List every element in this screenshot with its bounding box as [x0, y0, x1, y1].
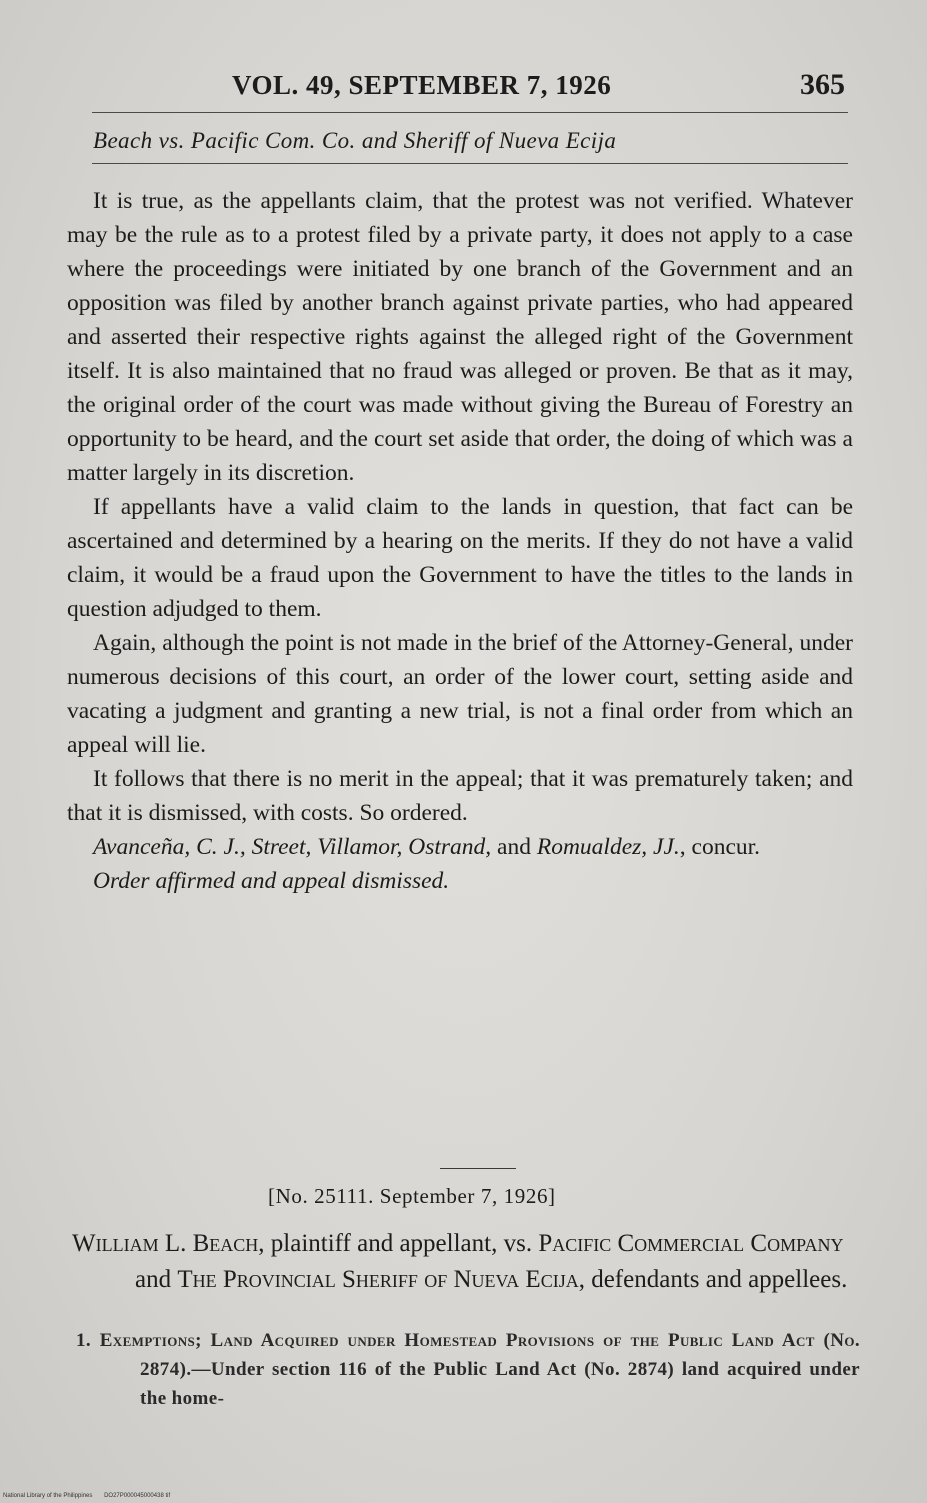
concur-text: , concur.	[679, 834, 761, 860]
defendant-1: Pacific Commercial Company	[538, 1230, 844, 1257]
syllabus-number: 1.	[76, 1330, 100, 1351]
footer-source: National Library of the Philippines	[3, 1493, 93, 1499]
concurring-justices: Avanceña, C. J., Street, Villamor, Ostrand,	[93, 834, 492, 860]
case-number-date: [No. 25111. September 7, 1926]	[268, 1184, 556, 1208]
parties-and: and	[135, 1266, 178, 1293]
versus: vs.	[503, 1230, 533, 1257]
footer-image-id: DO27P000045000438 tif	[104, 1493, 171, 1499]
volume-date: VOL. 49, SEPTEMBER 7, 1926	[232, 70, 612, 100]
running-title: Beach vs. Pacific Com. Co. and Sheriff of Nueva Ecija	[93, 128, 617, 153]
paragraph: Again, although the point is not made in the brief of the Attorney-General, under numerous decisions of this court, an order of the lower court, setting aside and vacating a judgment and granting a new trial, is not a final order from which an appeal will lie.	[67, 630, 853, 758]
disposition: Order affirmed and appeal dismissed.	[93, 868, 450, 894]
scan-footer	[3, 1493, 180, 1499]
defendant-2: The Provincial Sheriff of Nueva Ecija	[177, 1266, 579, 1293]
header-rule-bottom	[92, 163, 848, 164]
last-justice: Romualdez, JJ.	[536, 834, 680, 860]
plaintiff-name: William L. Beach	[72, 1230, 259, 1257]
plaintiff-role: , plaintiff and appellant,	[258, 1230, 504, 1257]
syllabus	[76, 1326, 860, 1413]
case-parties	[72, 1226, 862, 1298]
paragraph: It follows that there is no merit in the appeal; that it was prematurely taken; and that it is dismissed, with costs. So ordered.	[67, 766, 853, 826]
syllabus-heading: Exemptions; Land Acquired under Homestead Provisions of the Public Land Act (No. 2874).	[99, 1330, 860, 1380]
page-number: 365	[800, 68, 845, 101]
header-rule-top	[92, 112, 848, 113]
concurrence	[67, 830, 853, 864]
concurrence-and: and	[491, 834, 537, 860]
syllabus-text: —Under section 116 of the Public Land Act (No. 2874) land acquired under the home-	[140, 1359, 860, 1409]
page-header	[0, 70, 927, 110]
paragraph: If appellants have a valid claim to the lands in question, that fact can be ascertained and determined by a hearing on the merits. If they do not have a valid claim, it would be a fraud upon the Government to have the titles to the lands in question adjudged to them.	[67, 494, 853, 622]
parties-line	[72, 1226, 862, 1298]
opinion-body	[67, 184, 853, 898]
defendant-role: , defendants and appellees.	[578, 1266, 848, 1293]
paragraph: It is true, as the appellants claim, that the protest was not verified. Whatever may be the rule as to a protest filed by a private party, it does not apply to a case where the proceedings were initiated by one branch of the Government and an opposition was filed by another branch against private parties, who had appeared and asserted their respective rights against the alleged right of the Government itself. It is also maintained that no fraud was alleged or proven. Be that as it may, the original order of the court was made without giving the Bureau of Forestry an opportunity to be heard, and the court set aside that order, the doing of which was a matter largely in its discretion.	[67, 188, 853, 486]
syllabus-item	[76, 1326, 860, 1413]
section-separator	[440, 1168, 516, 1169]
